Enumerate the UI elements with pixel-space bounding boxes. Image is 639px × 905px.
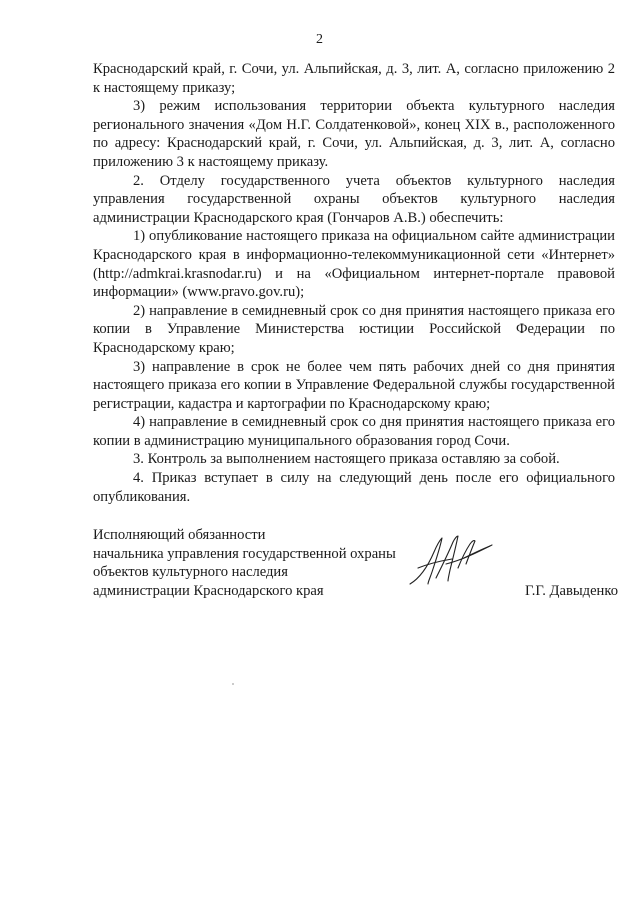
- signatory-name: Г.Г. Давыденко: [524, 582, 618, 599]
- paragraph-subitem-4-sochi: 4) направление в семидневный срок со дня принятия настоящего приказа его копии в администрацию муниципального образования город Сочи.: [93, 414, 615, 449]
- scan-speck: [232, 683, 234, 685]
- page-number: 2: [316, 32, 323, 47]
- paragraph-item-3-regime: 3) режим использования территории объекта культурного наследия регионального значения «Дом Н.Г. Солдатенковой», конец XIX в., расположенного по адресу: Краснодарский край, г. Сочи, ул. Альпийская, д. 3, лит. А, согласно приложению 3 к настоящему приказу.: [93, 98, 615, 170]
- signature-block: [93, 526, 618, 600]
- paragraph-point-2: 2. Отделу государственного учета объектов культурного наследия управления государственной охраны объектов культурного наследия администрации Краснодарского края (Гончаров А.В.) обеспечить:: [93, 172, 615, 226]
- signatory-position-line-2: начальника управления государственной охраны: [93, 545, 396, 562]
- paragraph-subitem-3-registration: 3) направление в срок не более чем пять рабочих дней со дня принятия настоящего приказа его копии в Управление Федеральной службы государственной регистрации, кадастра и картографии по Краснодарскому краю;: [93, 358, 615, 412]
- paragraph-point-4: 4. Приказ вступает в силу на следующий день после его официального опубликования.: [93, 470, 615, 505]
- handwritten-signature: [406, 528, 498, 590]
- paragraph-subitem-1-publication: 1) опубликование настоящего приказа на официальном сайте администрации Краснодарского края в информационно-телекоммуникационной сети «Интернет» (http://admkrai.krasnodar.ru) и на «Официальном интернет-портале правовой информации» (www.pravo.gov.ru);: [93, 228, 615, 301]
- paragraph-point-3: 3. Контроль за выполнением настоящего приказа оставляю за собой.: [133, 451, 560, 468]
- paragraph-subitem-2-justice: 2) направление в семидневный срок со дня принятия настоящего приказа его копии в Управление Министерства юстиции Российской Федерации по Краснодарскому краю;: [93, 302, 615, 356]
- signatory-position-line-1: Исполняющий обязанности: [93, 527, 266, 543]
- document-body: [93, 60, 615, 506]
- signatory-last-line: [93, 582, 618, 601]
- paragraph-continuation: Краснодарский край, г. Сочи, ул. Альпийская, д. 3, лит. А, согласно приложению 2 к настоящему приказу;: [93, 61, 615, 96]
- signatory-position-line-4: администрации Краснодарского края: [93, 582, 324, 599]
- signatory-position-line-3: объектов культурного наследия: [93, 564, 288, 581]
